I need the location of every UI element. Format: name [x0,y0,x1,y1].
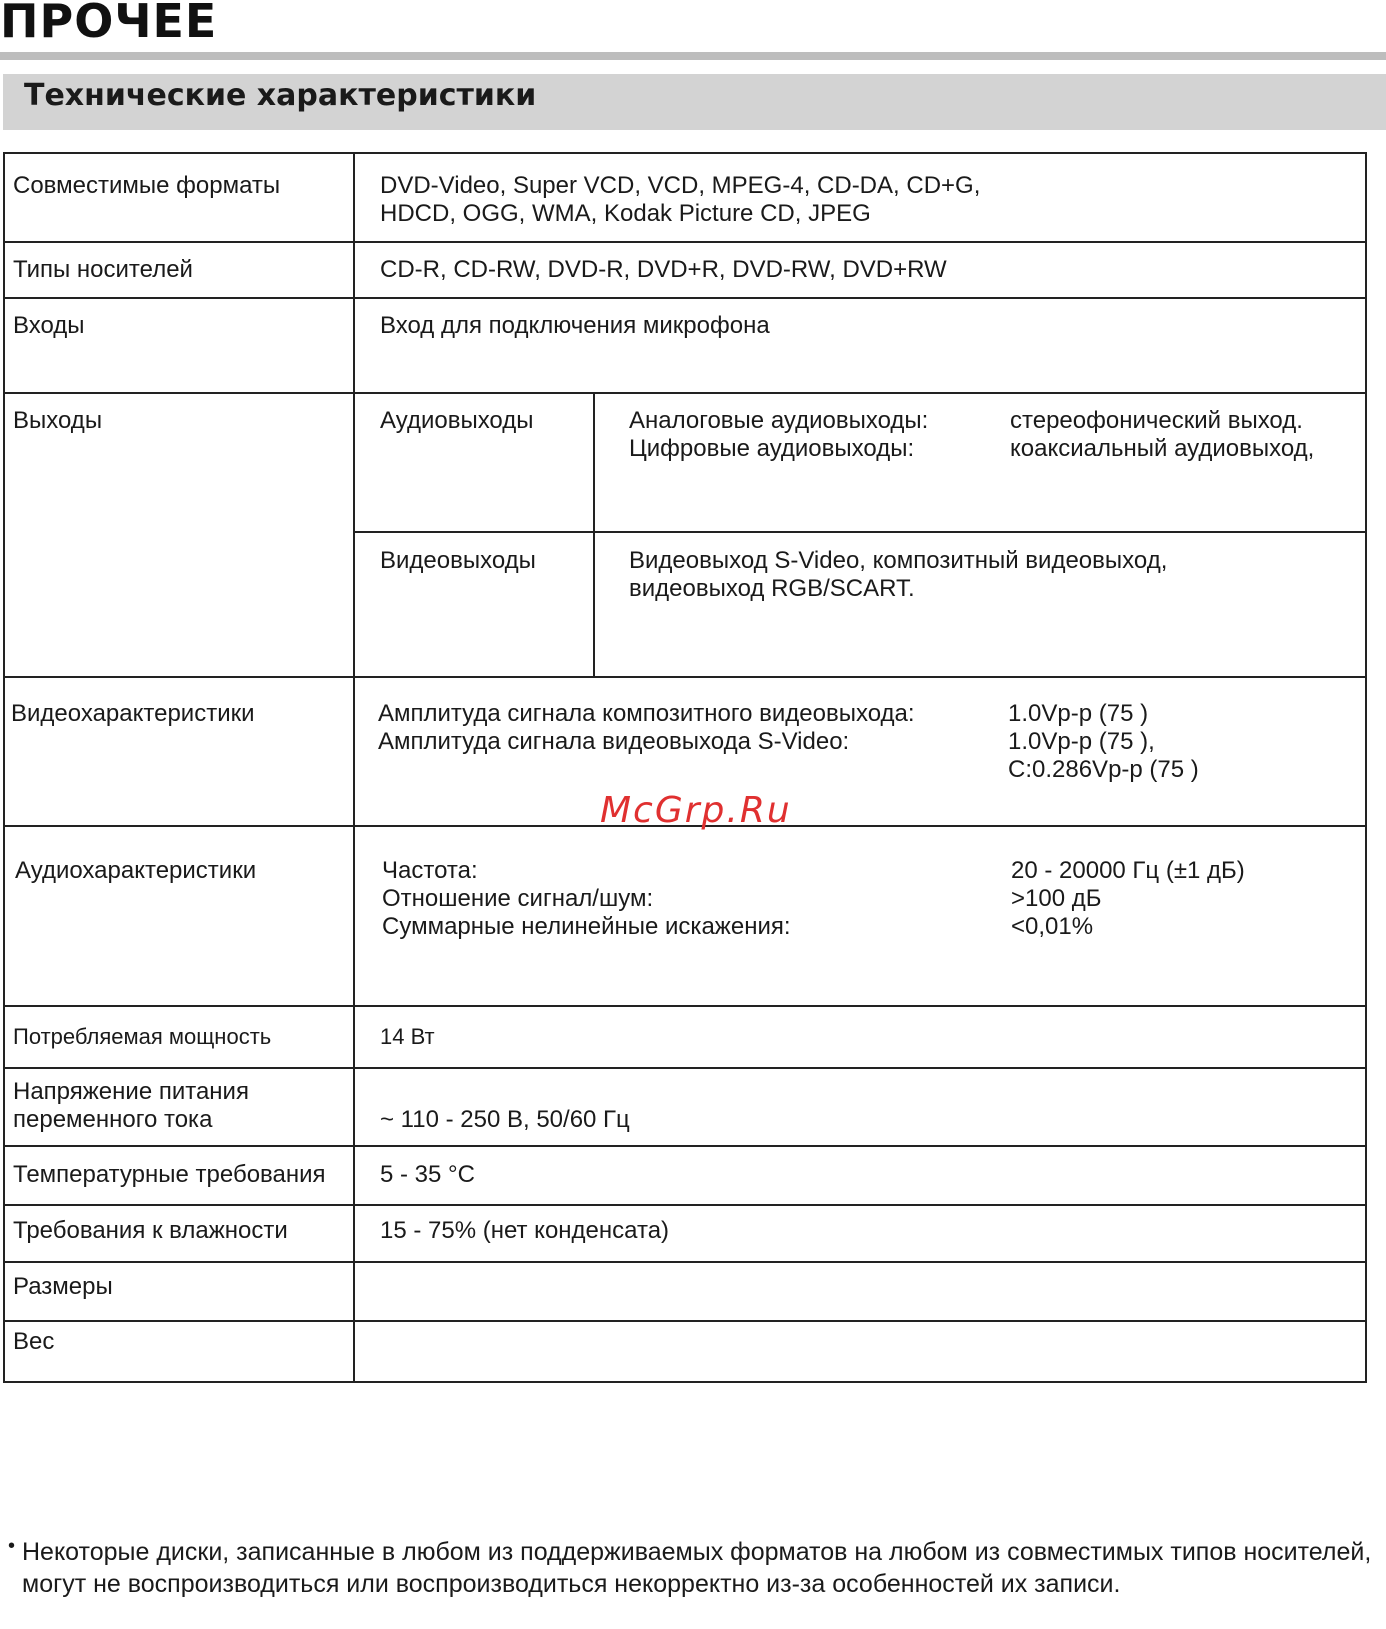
analog-audio-label: Аналоговые аудиовыходы: [629,407,929,434]
row-divider [353,531,1367,533]
dimensions-label: Размеры [13,1273,113,1300]
row-divider [3,676,1367,678]
composite-amplitude-value: 1.0Vp-p (75 ) [1008,700,1149,727]
voltage-label-line1: Напряжение питания [13,1078,249,1105]
video-chars-label: Видеохарактеристики [11,700,255,727]
temperature-value: 5 - 35 °C [380,1161,475,1188]
row-divider [3,392,1367,394]
svideo-amplitude-value2: C:0.286Vp-p (75 ) [1008,756,1199,783]
temperature-label: Температурные требования [13,1161,326,1188]
weight-label: Вес [13,1328,55,1355]
column-divider [353,152,355,1383]
section-title: Технические характеристики [24,78,537,113]
composite-amplitude-label: Амплитуда сигнала композитного видеовыхода: [378,700,915,727]
row-divider [3,1204,1367,1206]
chapter-title: ПРОЧЕЕ [0,0,218,48]
row-divider [3,297,1367,299]
footnote-text: Некоторые диски, записанные в любом из поддерживаемых форматов на любом из совместимых типов носителей, могут не воспроизводиться или воспроизводиться некорректно из-за особенностей их записи. [22,1538,1372,1598]
video-outputs-line2: видеовыход RGB/SCART. [629,575,915,602]
row-divider [3,1005,1367,1007]
frequency-value: 20 - 20000 Гц (±1 дБ) [1011,857,1245,884]
snr-value: >100 дБ [1011,885,1102,912]
humidity-value: 15 - 75% (нет конденсата) [380,1217,670,1244]
analog-audio-value: стереофонический выход. [1010,407,1303,434]
thd-value: <0,01% [1011,913,1094,940]
formats-value-line2: HDCD, OGG, WMA, Kodak Picture CD, JPEG [380,200,871,227]
video-outputs-line1: Видеовыход S-Video, композитный видеовыход, [629,547,1168,574]
formats-value-line1: DVD-Video, Super VCD, VCD, MPEG-4, CD-DA, CD+G, [380,172,981,199]
media-value: CD-R, CD-RW, DVD-R, DVD+R, DVD-RW, DVD+RW [380,256,947,283]
audio-chars-label: Аудиохарактеристики [15,857,257,884]
row-divider [3,1067,1367,1069]
row-divider [3,1261,1367,1263]
power-label: Потребляемая мощность [13,1024,272,1049]
digital-audio-value: коаксиальный аудиовыход, [1010,435,1315,462]
inputs-label: Входы [13,312,85,339]
formats-label: Совместимые форматы [13,172,281,199]
svideo-amplitude-value1: 1.0Vp-p (75 ), [1008,728,1155,755]
row-divider [3,241,1367,243]
row-divider [3,1145,1367,1147]
outputs-label: Выходы [13,407,103,434]
snr-label: Отношение сигнал/шум: [382,885,654,912]
digital-audio-label: Цифровые аудиовыходы: [629,435,915,462]
media-label: Типы носителей [13,256,193,283]
inputs-value: Вход для подключения микрофона [380,312,770,339]
power-value: 14 Вт [380,1024,435,1049]
video-outputs-label: Видеовыходы [380,547,536,574]
frequency-label: Частота: [382,857,478,884]
humidity-label: Требования к влажности [13,1217,288,1244]
watermark: McGrp.Ru [600,790,792,831]
voltage-value: ~ 110 - 250 В, 50/60 Гц [380,1106,630,1133]
svideo-amplitude-label: Амплитуда сигнала видеовыхода S-Video: [378,728,850,755]
title-rule [0,52,1386,60]
thd-label: Суммарные нелинейные искажения: [382,913,791,940]
audio-outputs-label: Аудиовыходы [380,407,534,434]
voltage-label-line2: переменного тока [13,1106,213,1133]
bullet-icon: • [8,1535,16,1557]
outputs-subdivider [593,393,595,677]
row-divider [3,1320,1367,1322]
